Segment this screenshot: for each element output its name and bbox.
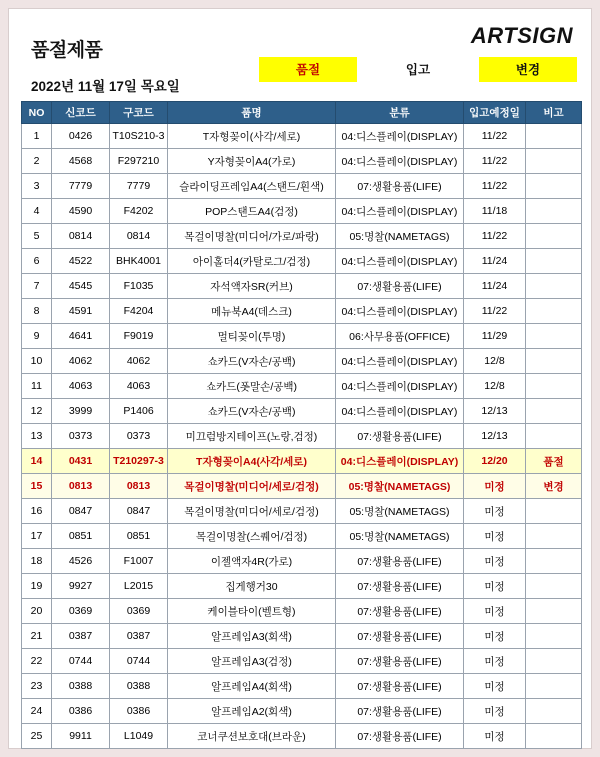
table-row bbox=[22, 124, 582, 149]
row-old-code: 0813 bbox=[110, 474, 168, 499]
legend bbox=[259, 57, 577, 82]
column-header-name: 품명 bbox=[168, 102, 336, 124]
row-no: 2 bbox=[22, 149, 52, 174]
row-eta: 미정 bbox=[464, 524, 526, 549]
row-new-code: 0369 bbox=[52, 599, 110, 624]
row-new-code: 7779 bbox=[52, 174, 110, 199]
row-new-code: 0814 bbox=[52, 224, 110, 249]
row-new-code: 4526 bbox=[52, 549, 110, 574]
table-row bbox=[22, 449, 582, 474]
row-old-code: F297210 bbox=[110, 149, 168, 174]
table-row bbox=[22, 699, 582, 724]
row-name: 알프레임A3(회색) bbox=[168, 624, 336, 649]
row-eta: 미정 bbox=[464, 624, 526, 649]
row-category: 07:생활용품(LIFE) bbox=[336, 424, 464, 449]
row-new-code: 0373 bbox=[52, 424, 110, 449]
row-note bbox=[526, 574, 582, 599]
row-category: 04:디스플레이(DISPLAY) bbox=[336, 149, 464, 174]
row-category: 04:디스플레이(DISPLAY) bbox=[336, 399, 464, 424]
table-row bbox=[22, 299, 582, 324]
row-note bbox=[526, 674, 582, 699]
row-new-code: 0386 bbox=[52, 699, 110, 724]
row-new-code: 3999 bbox=[52, 399, 110, 424]
row-no: 9 bbox=[22, 324, 52, 349]
row-eta: 11/22 bbox=[464, 124, 526, 149]
row-category: 04:디스플레이(DISPLAY) bbox=[336, 349, 464, 374]
row-note bbox=[526, 649, 582, 674]
row-eta: 미정 bbox=[464, 699, 526, 724]
row-name: 알프레임A4(회색) bbox=[168, 674, 336, 699]
row-name: T자형꽂이A4(사각/세로) bbox=[168, 449, 336, 474]
row-category: 07:생활용품(LIFE) bbox=[336, 599, 464, 624]
row-new-code: 0851 bbox=[52, 524, 110, 549]
document-date: 2022년 11월 17일 목요일 bbox=[31, 79, 180, 94]
row-new-code: 9911 bbox=[52, 724, 110, 749]
row-name: 알프레임A3(검정) bbox=[168, 649, 336, 674]
row-name: Y자형꽂이A4(가로) bbox=[168, 149, 336, 174]
row-category: 07:생활용품(LIFE) bbox=[336, 174, 464, 199]
row-no: 10 bbox=[22, 349, 52, 374]
row-old-code: 0388 bbox=[110, 674, 168, 699]
row-new-code: 4545 bbox=[52, 274, 110, 299]
table-row bbox=[22, 574, 582, 599]
row-old-code: 0851 bbox=[110, 524, 168, 549]
row-eta: 미정 bbox=[464, 599, 526, 624]
row-name: 아이홀더4(카탈로그/검정) bbox=[168, 249, 336, 274]
row-category: 05:명찰(NAMETAGS) bbox=[336, 524, 464, 549]
row-new-code: 4591 bbox=[52, 299, 110, 324]
row-no: 15 bbox=[22, 474, 52, 499]
row-new-code: 4062 bbox=[52, 349, 110, 374]
row-new-code: 4063 bbox=[52, 374, 110, 399]
row-old-code: 0386 bbox=[110, 699, 168, 724]
column-header-category: 분류 bbox=[336, 102, 464, 124]
row-name: 코너쿠션보호대(브라운) bbox=[168, 724, 336, 749]
row-note: 변경 bbox=[526, 474, 582, 499]
row-category: 04:디스플레이(DISPLAY) bbox=[336, 374, 464, 399]
row-new-code: 4522 bbox=[52, 249, 110, 274]
row-category: 07:생활용품(LIFE) bbox=[336, 699, 464, 724]
document-header bbox=[9, 9, 591, 101]
row-note bbox=[526, 599, 582, 624]
row-note bbox=[526, 249, 582, 274]
legend-chip-soldout: 품절 bbox=[259, 57, 357, 82]
table-row bbox=[22, 174, 582, 199]
table-row bbox=[22, 399, 582, 424]
table-row bbox=[22, 724, 582, 749]
row-eta: 11/29 bbox=[464, 324, 526, 349]
row-new-code: 0813 bbox=[52, 474, 110, 499]
table-row bbox=[22, 149, 582, 174]
row-note bbox=[526, 199, 582, 224]
table-row bbox=[22, 549, 582, 574]
row-name: 자석액자SR(커브) bbox=[168, 274, 336, 299]
row-name: 집게행거30 bbox=[168, 574, 336, 599]
row-no: 21 bbox=[22, 624, 52, 649]
row-old-code: 0387 bbox=[110, 624, 168, 649]
row-note bbox=[526, 374, 582, 399]
table-row bbox=[22, 474, 582, 499]
row-name: 메뉴북A4(데스크) bbox=[168, 299, 336, 324]
table-header-row bbox=[22, 102, 582, 124]
row-eta: 11/24 bbox=[464, 249, 526, 274]
column-header-no: NO bbox=[22, 102, 52, 124]
row-no: 19 bbox=[22, 574, 52, 599]
row-note bbox=[526, 424, 582, 449]
product-table bbox=[21, 101, 582, 749]
row-no: 7 bbox=[22, 274, 52, 299]
column-header-new-code: 신코드 bbox=[52, 102, 110, 124]
row-new-code: 0847 bbox=[52, 499, 110, 524]
row-eta: 미정 bbox=[464, 474, 526, 499]
table-row bbox=[22, 274, 582, 299]
row-eta: 미정 bbox=[464, 549, 526, 574]
table-row bbox=[22, 374, 582, 399]
row-note bbox=[526, 274, 582, 299]
row-category: 05:명찰(NAMETAGS) bbox=[336, 499, 464, 524]
row-note bbox=[526, 124, 582, 149]
legend-chip-change: 변경 bbox=[479, 57, 577, 82]
row-no: 14 bbox=[22, 449, 52, 474]
row-name: 쇼카드(V자손/공백) bbox=[168, 349, 336, 374]
column-header-note: 비고 bbox=[526, 102, 582, 124]
row-no: 3 bbox=[22, 174, 52, 199]
row-category: 07:생활용품(LIFE) bbox=[336, 574, 464, 599]
row-old-code: 0814 bbox=[110, 224, 168, 249]
row-name: POP스탠드A4(검정) bbox=[168, 199, 336, 224]
row-note bbox=[526, 149, 582, 174]
row-eta: 12/20 bbox=[464, 449, 526, 474]
row-new-code: 0744 bbox=[52, 649, 110, 674]
row-new-code: 0431 bbox=[52, 449, 110, 474]
row-new-code: 9927 bbox=[52, 574, 110, 599]
table-body bbox=[22, 124, 582, 749]
row-eta: 11/22 bbox=[464, 224, 526, 249]
row-no: 4 bbox=[22, 199, 52, 224]
row-note bbox=[526, 224, 582, 249]
table-row bbox=[22, 324, 582, 349]
row-category: 04:디스플레이(DISPLAY) bbox=[336, 299, 464, 324]
row-no: 1 bbox=[22, 124, 52, 149]
row-eta: 12/8 bbox=[464, 349, 526, 374]
document-page bbox=[8, 8, 592, 749]
row-old-code: F9019 bbox=[110, 324, 168, 349]
row-old-code: T210297-3 bbox=[110, 449, 168, 474]
table-row bbox=[22, 599, 582, 624]
legend-chip-instock: 입고 bbox=[369, 57, 467, 82]
row-old-code: F4204 bbox=[110, 299, 168, 324]
row-category: 06:사무용품(OFFICE) bbox=[336, 324, 464, 349]
row-old-code: 0369 bbox=[110, 599, 168, 624]
row-name: T자형꽂이(사각/세로) bbox=[168, 124, 336, 149]
row-note bbox=[526, 624, 582, 649]
row-no: 22 bbox=[22, 649, 52, 674]
row-name: 케이블타이(벨트형) bbox=[168, 599, 336, 624]
row-old-code: P1406 bbox=[110, 399, 168, 424]
row-category: 07:생활용품(LIFE) bbox=[336, 624, 464, 649]
row-eta: 11/22 bbox=[464, 299, 526, 324]
row-note bbox=[526, 699, 582, 724]
row-name: 미끄럼방지테이프(노랑,검정) bbox=[168, 424, 336, 449]
row-category: 07:생활용품(LIFE) bbox=[336, 274, 464, 299]
page-title: 품절제품 bbox=[31, 40, 103, 61]
table-row bbox=[22, 199, 582, 224]
row-category: 05:명찰(NAMETAGS) bbox=[336, 474, 464, 499]
row-note: 품절 bbox=[526, 449, 582, 474]
row-name: 목걸이명찰(미디어/세로/검정) bbox=[168, 474, 336, 499]
row-no: 23 bbox=[22, 674, 52, 699]
table-row bbox=[22, 249, 582, 274]
row-eta: 12/13 bbox=[464, 424, 526, 449]
row-category: 05:명찰(NAMETAGS) bbox=[336, 224, 464, 249]
row-note bbox=[526, 399, 582, 424]
row-note bbox=[526, 299, 582, 324]
row-old-code: 0373 bbox=[110, 424, 168, 449]
row-no: 12 bbox=[22, 399, 52, 424]
row-no: 25 bbox=[22, 724, 52, 749]
column-header-old-code: 구코드 bbox=[110, 102, 168, 124]
row-eta: 12/13 bbox=[464, 399, 526, 424]
row-old-code: L2015 bbox=[110, 574, 168, 599]
company-logo: ARTSIGN bbox=[470, 23, 573, 48]
row-no: 20 bbox=[22, 599, 52, 624]
row-category: 04:디스플레이(DISPLAY) bbox=[336, 124, 464, 149]
row-eta: 미정 bbox=[464, 649, 526, 674]
row-note bbox=[526, 549, 582, 574]
row-category: 07:생활용품(LIFE) bbox=[336, 674, 464, 699]
row-old-code: 4062 bbox=[110, 349, 168, 374]
row-eta: 11/22 bbox=[464, 174, 526, 199]
row-old-code: F1007 bbox=[110, 549, 168, 574]
row-new-code: 4568 bbox=[52, 149, 110, 174]
row-eta: 미정 bbox=[464, 499, 526, 524]
row-name: 멀티꽂이(투명) bbox=[168, 324, 336, 349]
row-old-code: L1049 bbox=[110, 724, 168, 749]
column-header-eta: 입고예정일 bbox=[464, 102, 526, 124]
row-category: 04:디스플레이(DISPLAY) bbox=[336, 199, 464, 224]
row-name: 슬라이딩프레임A4(스탠드/흰색) bbox=[168, 174, 336, 199]
row-new-code: 0388 bbox=[52, 674, 110, 699]
row-note bbox=[526, 349, 582, 374]
row-eta: 미정 bbox=[464, 724, 526, 749]
row-old-code: 0744 bbox=[110, 649, 168, 674]
row-old-code: 4063 bbox=[110, 374, 168, 399]
row-category: 07:생활용품(LIFE) bbox=[336, 649, 464, 674]
table-row bbox=[22, 224, 582, 249]
row-no: 5 bbox=[22, 224, 52, 249]
row-eta: 미정 bbox=[464, 674, 526, 699]
row-old-code: F4202 bbox=[110, 199, 168, 224]
row-name: 알프레임A2(회색) bbox=[168, 699, 336, 724]
row-no: 6 bbox=[22, 249, 52, 274]
table-row bbox=[22, 674, 582, 699]
row-no: 24 bbox=[22, 699, 52, 724]
row-no: 11 bbox=[22, 374, 52, 399]
row-eta: 11/18 bbox=[464, 199, 526, 224]
row-name: 쇼카드(V자손/공백) bbox=[168, 399, 336, 424]
row-name: 목걸이명찰(미디어/세로/검정) bbox=[168, 499, 336, 524]
row-new-code: 4641 bbox=[52, 324, 110, 349]
row-note bbox=[526, 524, 582, 549]
row-name: 이젤액자4R(가로) bbox=[168, 549, 336, 574]
table-row bbox=[22, 649, 582, 674]
row-name: 목걸이명찰(미디어/가로/파랑) bbox=[168, 224, 336, 249]
table-row bbox=[22, 349, 582, 374]
row-note bbox=[526, 324, 582, 349]
table-row bbox=[22, 424, 582, 449]
row-note bbox=[526, 724, 582, 749]
row-no: 8 bbox=[22, 299, 52, 324]
row-old-code: 0847 bbox=[110, 499, 168, 524]
row-no: 13 bbox=[22, 424, 52, 449]
row-category: 07:생활용품(LIFE) bbox=[336, 549, 464, 574]
row-old-code: T10S210-3 bbox=[110, 124, 168, 149]
table-row bbox=[22, 524, 582, 549]
table-row bbox=[22, 499, 582, 524]
row-eta: 11/24 bbox=[464, 274, 526, 299]
row-name: 쇼카드(폿말손/공백) bbox=[168, 374, 336, 399]
row-eta: 11/22 bbox=[464, 149, 526, 174]
row-category: 07:생활용품(LIFE) bbox=[336, 724, 464, 749]
row-category: 04:디스플레이(DISPLAY) bbox=[336, 449, 464, 474]
row-old-code: F1035 bbox=[110, 274, 168, 299]
row-no: 17 bbox=[22, 524, 52, 549]
row-old-code: 7779 bbox=[110, 174, 168, 199]
row-eta: 12/8 bbox=[464, 374, 526, 399]
row-new-code: 0426 bbox=[52, 124, 110, 149]
row-note bbox=[526, 499, 582, 524]
table-row bbox=[22, 624, 582, 649]
row-note bbox=[526, 174, 582, 199]
row-old-code: BHK4001 bbox=[110, 249, 168, 274]
row-name: 목걸이명찰(스퀘어/검정) bbox=[168, 524, 336, 549]
row-category: 04:디스플레이(DISPLAY) bbox=[336, 249, 464, 274]
row-new-code: 0387 bbox=[52, 624, 110, 649]
row-new-code: 4590 bbox=[52, 199, 110, 224]
row-eta: 미정 bbox=[464, 574, 526, 599]
row-no: 18 bbox=[22, 549, 52, 574]
row-no: 16 bbox=[22, 499, 52, 524]
